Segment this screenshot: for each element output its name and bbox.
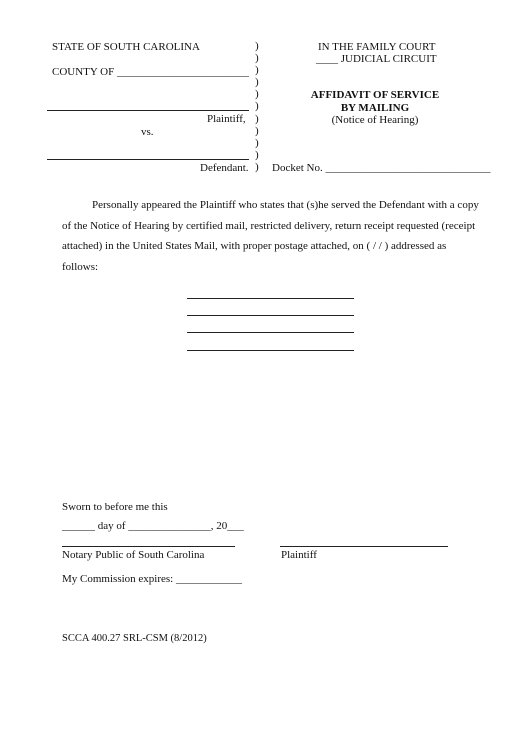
- court-name: IN THE FAMILY COURT: [318, 41, 436, 53]
- caption-divider: [255, 40, 265, 173]
- docket-line: [272, 162, 490, 175]
- notary-label: Notary Public of South Carolina: [62, 549, 205, 561]
- circuit-line: [316, 53, 437, 66]
- title-line-2: BY MAILING: [340, 102, 410, 114]
- notary-signature-line: [62, 546, 235, 547]
- paren: ): [255, 100, 259, 113]
- title-line-1: AFFIDAVIT OF SERVICE: [310, 89, 440, 101]
- paren: ): [255, 76, 259, 89]
- address-line-4: [187, 350, 354, 351]
- address-line-3: [187, 332, 354, 333]
- circuit-label: JUDICIAL CIRCUIT: [340, 53, 437, 65]
- paren: ): [255, 112, 259, 125]
- document-title: [300, 89, 450, 115]
- state-label: STATE OF SOUTH CAROLINA: [52, 41, 200, 53]
- docket-label: Docket No.: [272, 162, 323, 174]
- defendant-name-line: [47, 159, 249, 160]
- plaintiff-label: Plaintiff,: [207, 113, 246, 125]
- paren: ): [255, 88, 259, 101]
- plaintiff-signature-line: [280, 546, 448, 547]
- sworn-date-line: ______ day of _______________, 20___: [62, 520, 244, 532]
- county-blank: ________________________: [117, 66, 249, 78]
- defendant-label: Defendant.: [200, 162, 249, 174]
- paren: ): [255, 64, 259, 77]
- sworn-statement: Sworn to before me this: [62, 501, 168, 513]
- paren: ): [255, 136, 259, 149]
- county-label: COUNTY OF: [52, 66, 115, 78]
- plaintiff-name-line: [47, 110, 249, 111]
- form-number: SCCA 400.27 SRL-CSM (8/2012): [62, 633, 207, 644]
- circuit-blank: ____: [316, 53, 338, 65]
- affidavit-paragraph: Personally appeared the Plaintiff who states that (s)he served the Defendant with a copy of the Notice of Hearing by certified mail, restricted delivery, return receipt requested (receipt attached) in the United States Mail, with proper postage attached, on ( / / ) addressed as follows:: [62, 199, 479, 273]
- paren: ): [255, 40, 259, 52]
- county-line: [52, 66, 249, 79]
- versus-label: vs.: [141, 126, 154, 138]
- paren: ): [255, 124, 259, 137]
- document-subtitle: (Notice of Hearing): [331, 114, 419, 126]
- plaintiff-signature-label: Plaintiff: [281, 549, 317, 561]
- commission-expires: My Commission expires: ____________: [62, 573, 242, 585]
- address-line-2: [187, 315, 354, 316]
- paren: ): [255, 52, 259, 65]
- paren: ): [255, 148, 259, 161]
- docket-blank: ______________________________: [325, 162, 491, 174]
- paren: ): [255, 160, 259, 173]
- address-line-1: [187, 298, 354, 299]
